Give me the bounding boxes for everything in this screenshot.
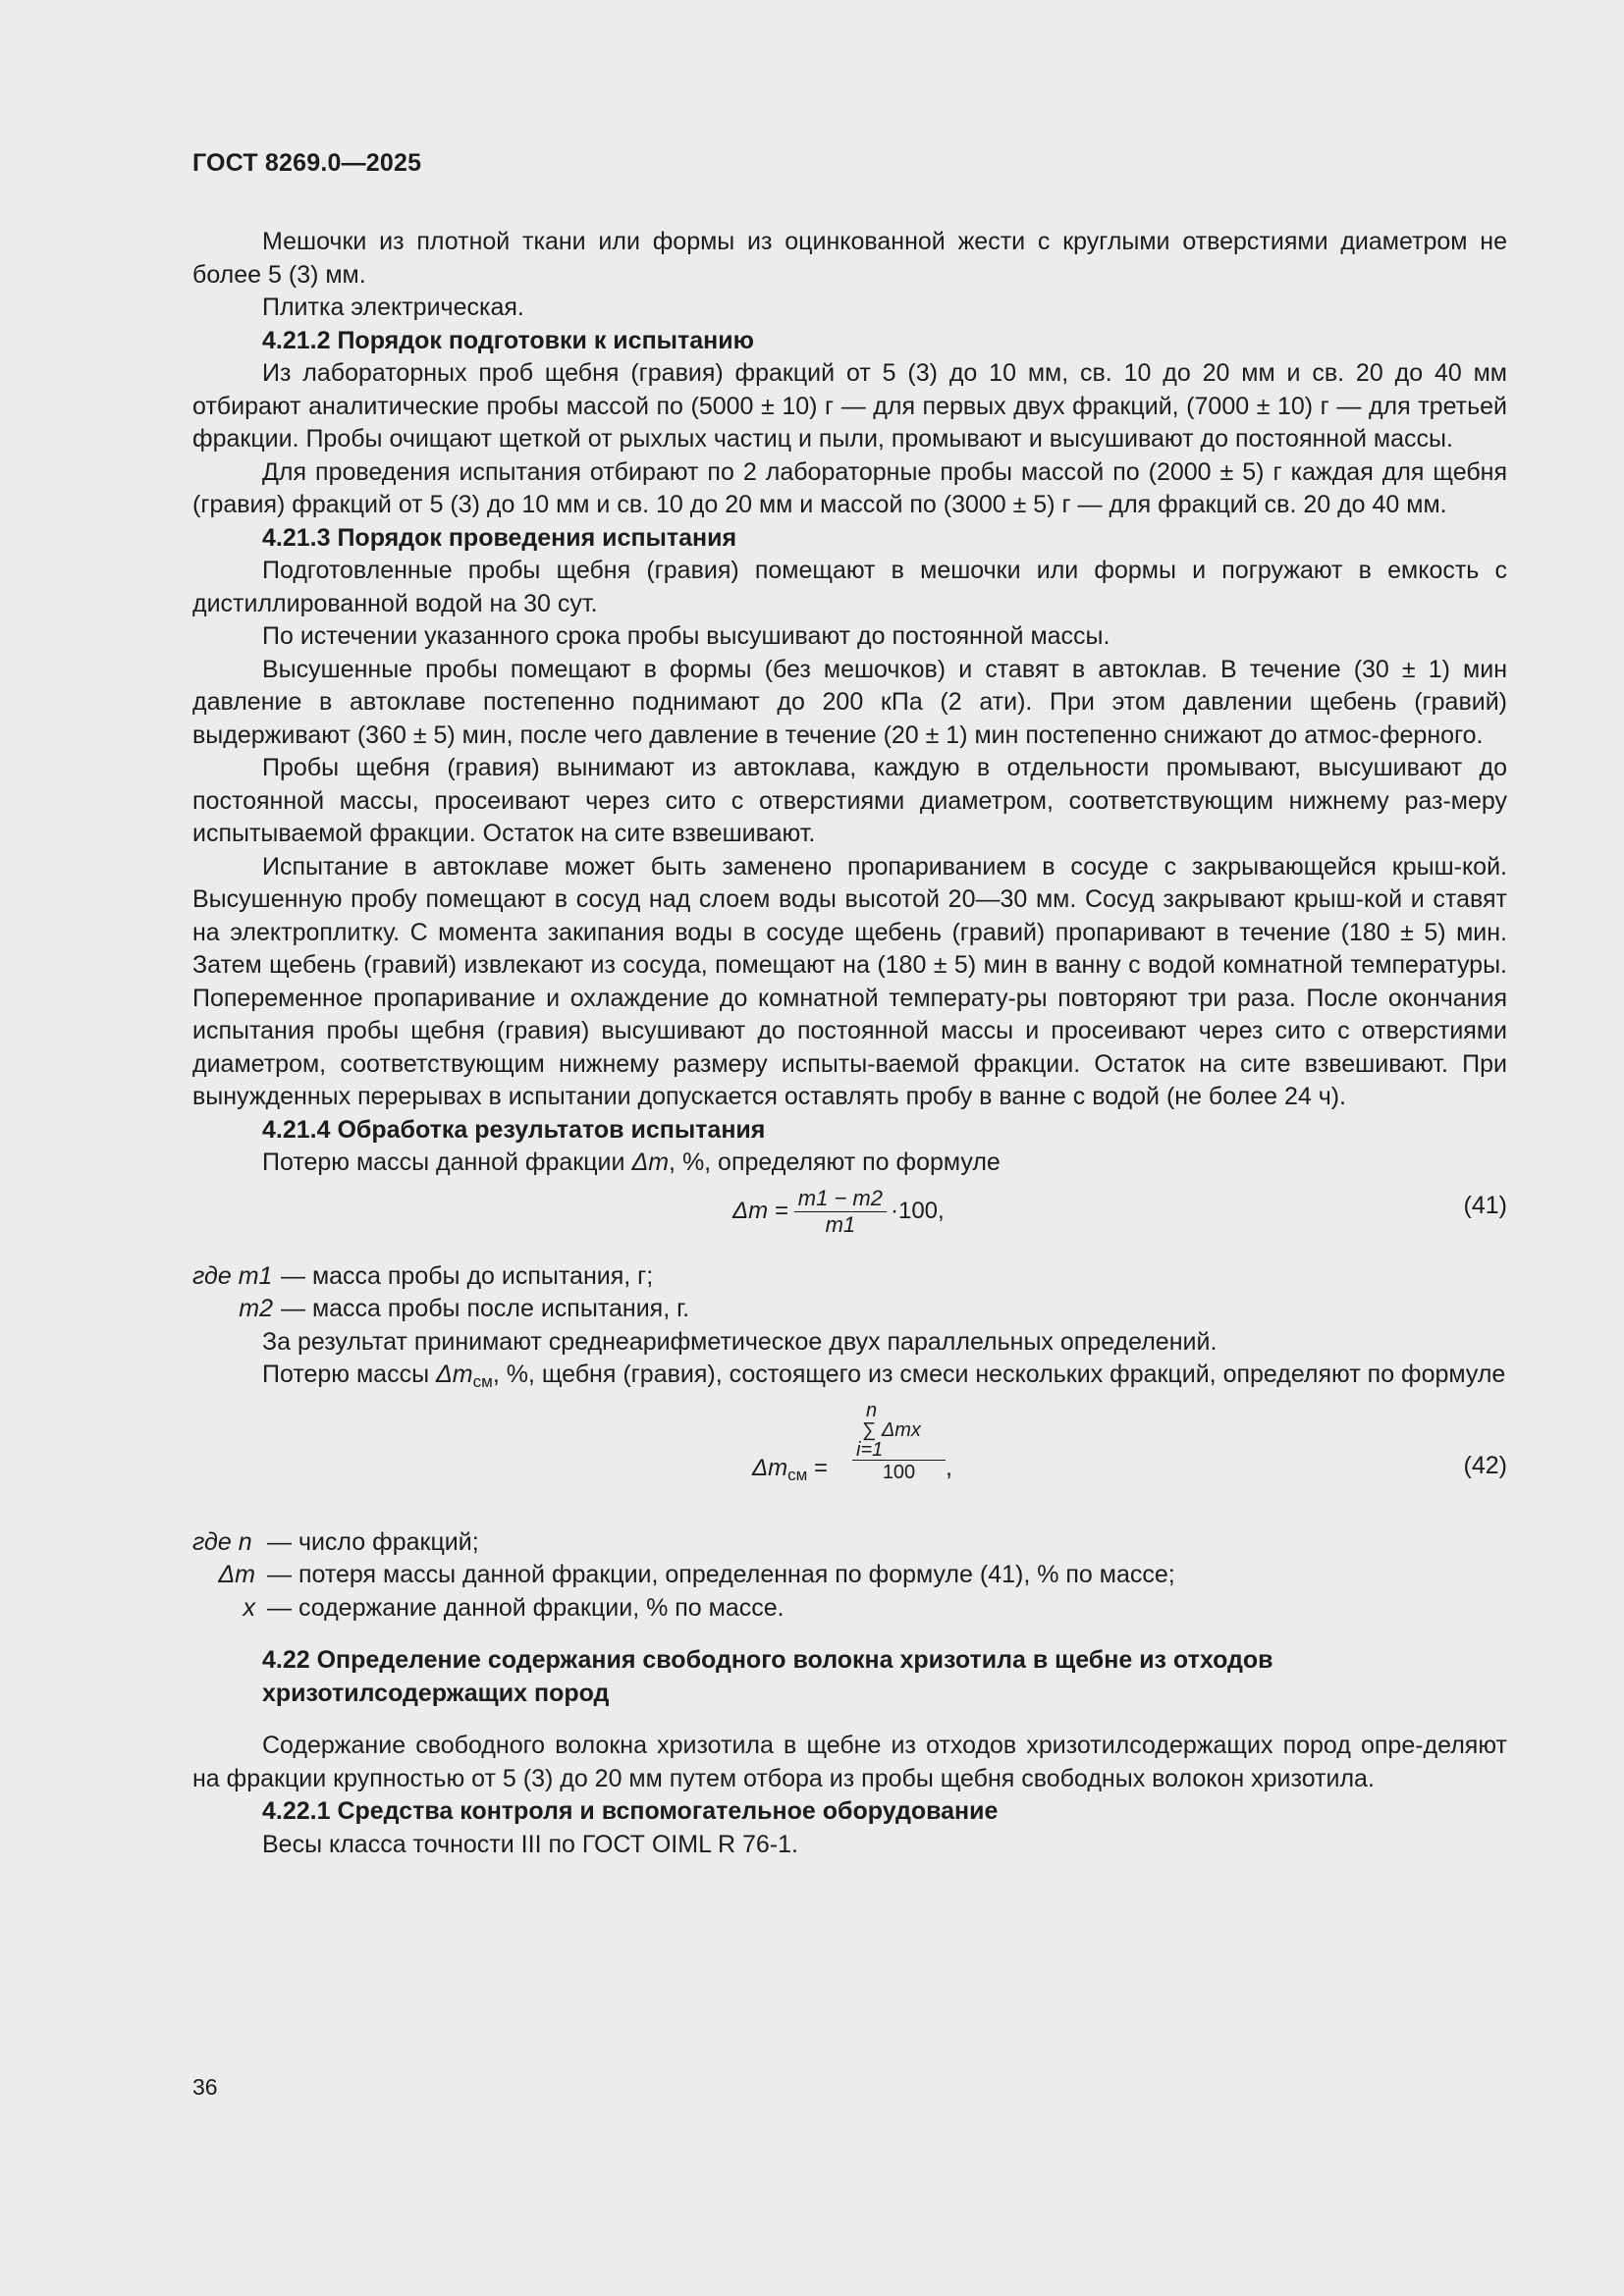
heading-line: хризотилсодержащих пород	[262, 1679, 610, 1707]
definition-text: — масса пробы после испытания, г.	[281, 1295, 690, 1322]
paragraph	[192, 1147, 1507, 1180]
equation-number: (42)	[1463, 1451, 1507, 1479]
formula-lhs-subscript: см	[787, 1465, 808, 1484]
formula-fraction	[852, 1401, 946, 1482]
paragraph: Мешочки из плотной ткани или формы из оцинкованной жести с круглыми отверстиями диаметром не более 5 (3) мм.	[192, 228, 1507, 289]
page-number: 36	[192, 2074, 218, 2100]
variable: Δm	[631, 1148, 670, 1176]
formula-denominator: 100	[882, 1461, 916, 1483]
section-heading-4-22	[192, 1644, 1507, 1710]
paragraph: Высушенные пробы помещают в формы (без мешочков) и ставят в автоклав. В течение (30 ± 1) мин давление в автоклаве постепенно поднимают до 200 кПа (2 ати). При этом давлении щебень (гравий) выдерживают (360 ± 5) мин, после чего давление в течение (20 ± 1) мин постепенно снижают до атмос-ферного.	[192, 655, 1507, 749]
formula-42	[192, 1399, 1507, 1526]
formula-lhs-var: Δm	[752, 1454, 788, 1481]
document-body	[192, 226, 1507, 1861]
definition-row	[192, 1592, 1507, 1626]
definition-text: — масса пробы до испытания, г;	[281, 1261, 654, 1290]
definition-row	[192, 1260, 1507, 1294]
formula-41	[192, 1180, 1507, 1260]
variable: Δm	[436, 1361, 473, 1388]
paragraph: Испытание в автоклаве может быть заменено пропариванием в сосуде с закрывающейся крыш-кой. Высушенную пробу помещают в сосуд над слоем воды высотой 20—30 мм. Сосуд закрывают крыш-кой и ставят на электроплитку. С момента закипания воды в сосуде щебень (гравий) пропаривают в течение (180 ± 5) мин. Затем щебень (гравий) извлекают из сосуда, помещают на (180 ± 5) мин в ванну с водой комнатной температуры. Попеременное пропаривание и охлаждение до комнатной температу-ры повторяют три раза. После окончания испытания пробы щебня (гравия) высушивают до постоянной массы и просеивают через сито с отверстиями диаметром, соответствующим нижнему размеру испыты-ваемой фракции. Остаток на сите взвешивают. При вынужденных перерывах в испытании допускается оставлять пробу в ванне с водой (не более 24 ч).	[192, 852, 1507, 1110]
formula-denominator: m1	[825, 1211, 856, 1237]
definition-row	[192, 1293, 1507, 1326]
text: , %, определяют по формуле	[669, 1148, 1001, 1176]
text: Потерю массы данной фракции	[262, 1148, 632, 1176]
paragraph: Весы класса точности III по ГОСТ OIML R 76-1.	[262, 1830, 798, 1858]
definition-symbol: где n	[192, 1527, 252, 1556]
definition-symbol: x	[243, 1593, 255, 1622]
formula-equals: =	[813, 1454, 828, 1481]
definition-row	[192, 1526, 1507, 1560]
formula-tail: ,	[946, 1453, 952, 1481]
heading-line: 4.22 Определение содержания свободного волокна хризотила в щебне из отходов	[262, 1646, 1273, 1674]
section-heading-4-21-4: 4.21.4 Обработка результатов испытания	[262, 1115, 766, 1144]
definition-symbol: где m1	[192, 1261, 273, 1290]
definition-text: — число фракций;	[267, 1527, 479, 1556]
definition-symbol: m2	[239, 1295, 273, 1322]
definition-text: — потеря массы данной фракции, определенная по формуле (41), % по массе;	[267, 1561, 1175, 1588]
paragraph: Из лабораторных проб щебня (гравия) фракций от 5 (3) до 10 мм, св. 10 до 20 мм и св. 20 до 40 мм отбирают аналитические пробы массой по (5000 ± 10) г — для первых двух фракций, (7000 ± 10) г — для третьей фракции. Пробы очищают щеткой от рыхлых частиц и пыли, промывают и высушивают до постоянной массы.	[192, 359, 1507, 453]
paragraph: Содержание свободного волокна хризотила в щебне из отходов хризотилсодержащих пород опре-деляют на фракции крупностью от 5 (3) до 20 мм путем отбора из пробы щебня свободных волокон хризотила.	[192, 1732, 1507, 1792]
formula-tail: ·100,	[890, 1198, 945, 1225]
variable-subscript: см	[472, 1372, 493, 1391]
sum-symbol: ∑	[862, 1418, 877, 1441]
sum-body: Δmx	[881, 1418, 921, 1441]
standard-code-header: ГОСТ 8269.0—2025	[192, 149, 422, 177]
definition-text: — содержание данной фракции, % по массе.	[267, 1593, 785, 1622]
sum-upper-limit: n	[866, 1399, 878, 1421]
definition-symbol: Δm	[218, 1561, 255, 1588]
paragraph: Плитка электрическая.	[262, 294, 524, 321]
paragraph	[192, 1359, 1507, 1399]
formula-fraction	[794, 1186, 887, 1238]
paragraph: За результат принимают среднеарифметическое двух параллельных определений.	[262, 1327, 1218, 1356]
section-heading-4-21-2: 4.21.2 Порядок подготовки к испытанию	[262, 326, 754, 354]
definition-row	[192, 1559, 1507, 1592]
sum-lower-limit: i=1	[852, 1440, 946, 1461]
formula-lhs: Δm =	[732, 1198, 788, 1225]
equation-number: (41)	[1463, 1191, 1507, 1219]
paragraph: Пробы щебня (гравия) вынимают из автоклава, каждую в отдельности промывают, высушивают до постоянной массы, просеивают через сито с отверстиями диаметром, соответствующим нижнему раз-меру испытываемой фракции. Остаток на сите взвешивают.	[192, 754, 1507, 847]
section-heading-4-21-3: 4.21.3 Порядок проведения испытания	[262, 523, 737, 552]
paragraph: По истечении указанного срока пробы высушивают до постоянной массы.	[262, 622, 1110, 650]
text: Потерю массы	[262, 1361, 437, 1388]
paragraph: Для проведения испытания отбирают по 2 лабораторные пробы массой по (2000 ± 5) г каждая для щебня (гравия) фракций от 5 (3) до 10 мм и св. 10 до 20 мм и массой по (3000 ± 5) г — для фракций св. 20 до 40 мм.	[192, 457, 1507, 518]
text: , %, щебня (гравия), состоящего из смеси нескольких фракций, определяют по формуле	[492, 1361, 1506, 1388]
paragraph: Подготовленные пробы щебня (гравия) помещают в мешочки или формы и погружают в емкость с дистиллированной водой на 30 сут.	[192, 557, 1507, 617]
section-heading-4-22-1: 4.22.1 Средства контроля и вспомогательное оборудование	[262, 1797, 999, 1825]
formula-numerator: m1 − m2	[794, 1186, 887, 1212]
